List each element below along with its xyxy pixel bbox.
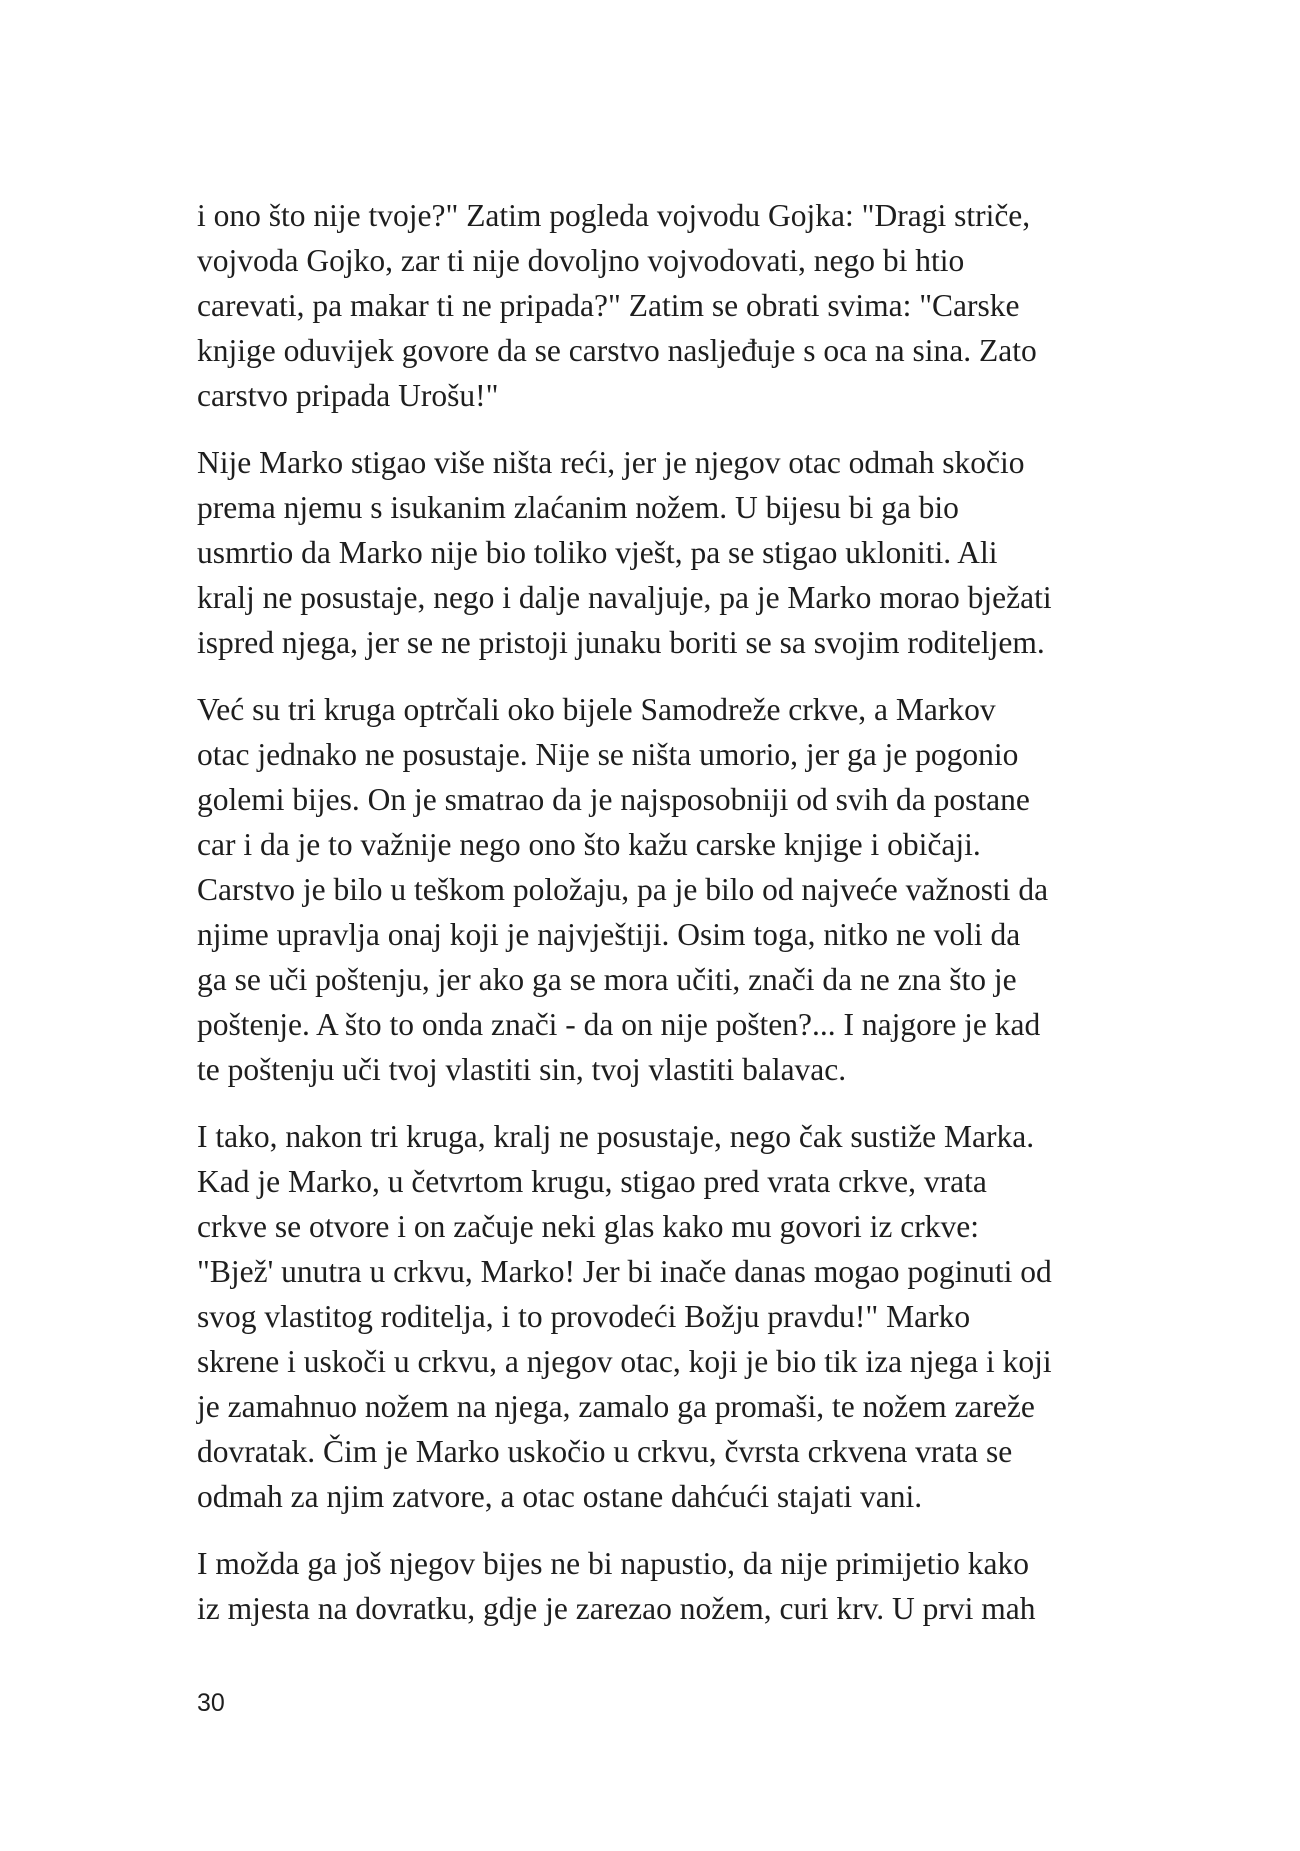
text-line: Nije Marko stigao više ništa reći, jer je njegov otac odmah skočio [197, 445, 1025, 480]
text-line: carevati, pa makar ti ne pripada?" Zatim se obrati svima: "Carske [197, 288, 1020, 323]
text-line: usmrtio da Marko nije bio toliko vješt, pa se stigao ukloniti. Ali [197, 535, 998, 570]
text-line: prema njemu s isukanim zlaćanim nožem. U bijesu bi ga bio [197, 490, 959, 525]
text-line: I tako, nakon tri kruga, kralj ne posustaje, nego čak sustiže Marka. [197, 1119, 1035, 1154]
text-line: Već su tri kruga optrčali oko bijele Samodreže crkve, a Markov [197, 692, 996, 727]
text-line: otac jednako ne posustaje. Nije se ništa umorio, jer ga je pogonio [197, 737, 1019, 772]
text-line: i ono što nije tvoje?" Zatim pogleda vojvodu Gojka: "Dragi striče, [197, 198, 1031, 233]
text-line: Carstvo je bilo u teškom položaju, pa je bilo od najveće važnosti da [197, 872, 1049, 907]
text-line: vojvoda Gojko, zar ti nije dovoljno vojvodovati, nego bi htio [197, 243, 965, 278]
paragraph [197, 1114, 1122, 1519]
text-line: car i da je to važnije nego ono što kažu carske knjige i običaji. [197, 827, 981, 862]
text-line: "Bjež' unutra u crkvu, Marko! Jer bi inače danas mogao poginuti od [197, 1254, 1052, 1289]
text-line: carstvo pripada Urošu!" [197, 378, 499, 413]
text-line: knjige oduvijek govore da se carstvo nasljeđuje s oca na sina. Zato [197, 333, 1037, 368]
text-line: njime upravlja onaj koji je najvještiji. Osim toga, nitko ne voli da [197, 917, 1021, 952]
text-line: ispred njega, jer se ne pristoji junaku boriti se sa svojim roditeljem. [197, 625, 1045, 660]
text-line: kralj ne posustaje, nego i dalje navaljuje, pa je Marko morao bježati [197, 580, 1052, 615]
page-body [197, 193, 1122, 1653]
text-line: svog vlastitog roditelja, i to provodeći Božju pravdu!" Marko [197, 1299, 971, 1334]
text-line: crkve se otvore i on začuje neki glas kako mu govori iz crkve: [197, 1209, 979, 1244]
paragraph [197, 1541, 1122, 1631]
text-line: dovratak. Čim je Marko uskočio u crkvu, čvrsta crkvena vrata se [197, 1434, 1013, 1469]
text-line: golemi bijes. On je smatrao da je najsposobniji od svih da postane [197, 782, 1030, 817]
text-line: skrene i uskoči u crkvu, a njegov otac, koji je bio tik iza njega i koji [197, 1344, 1052, 1379]
page-number: 30 [197, 1689, 225, 1717]
text-line: Kad je Marko, u četvrtom krugu, stigao pred vrata crkve, vrata [197, 1164, 987, 1199]
text-line: I možda ga još njegov bijes ne bi napustio, da nije primijetio kako [197, 1546, 1029, 1581]
text-line: je zamahnuo nožem na njega, zamalo ga promaši, te nožem zareže [197, 1389, 1035, 1424]
paragraph [197, 193, 1122, 418]
text-line: te poštenju uči tvoj vlastiti sin, tvoj vlastiti balavac. [197, 1052, 847, 1087]
paragraph [197, 440, 1122, 665]
text-line: odmah za njim zatvore, a otac ostane dahćući stajati vani. [197, 1479, 923, 1514]
text-line: poštenje. A što to onda znači - da on nije pošten?... I najgore je kad [197, 1007, 1041, 1042]
text-line: iz mjesta na dovratku, gdje je zarezao nožem, curi krv. U prvi mah [197, 1591, 1036, 1626]
text-line: ga se uči poštenju, jer ako ga se mora učiti, znači da ne zna što je [197, 962, 1017, 997]
paragraph [197, 687, 1122, 1092]
